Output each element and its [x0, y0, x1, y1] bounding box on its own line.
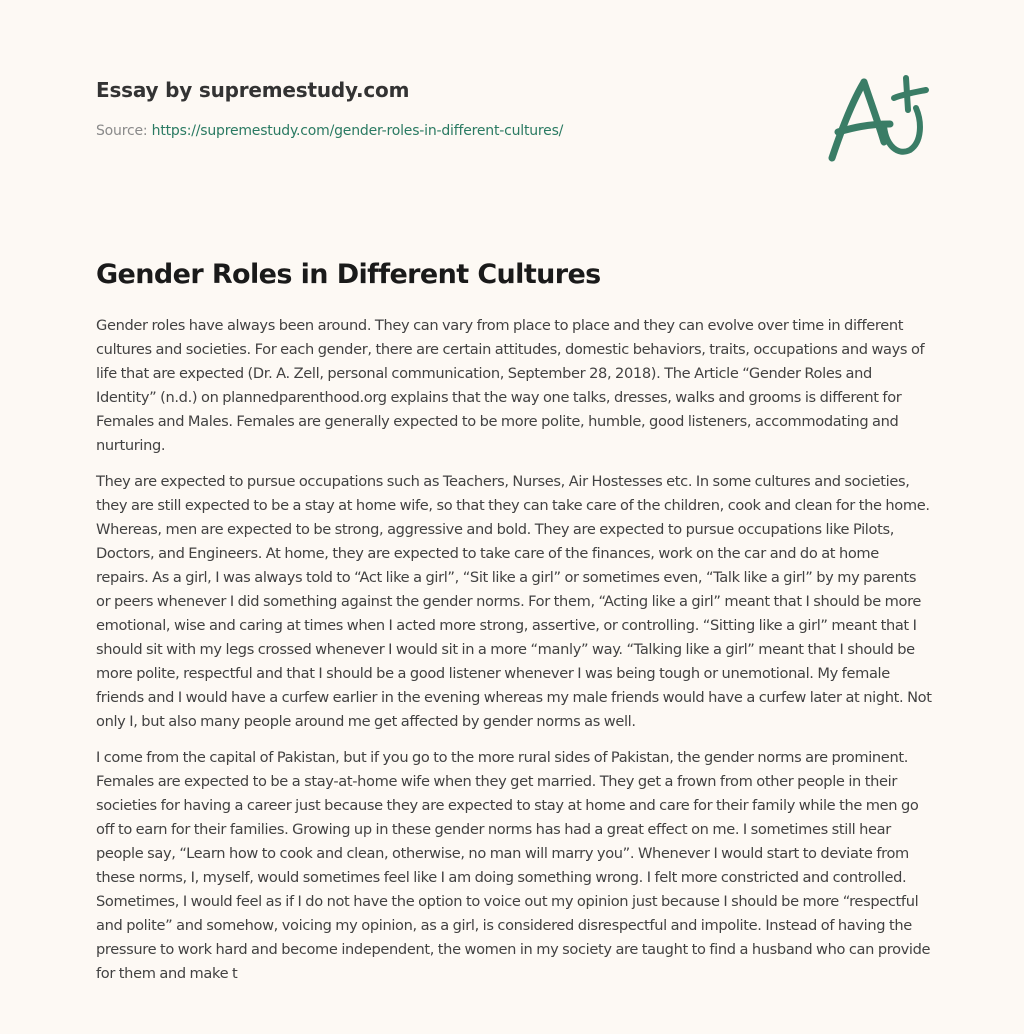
source-line	[96, 121, 796, 141]
paragraph: Gender roles have always been around. They can vary from place to place and they can evolve over time in different cultures and societies. For each gender, there are certain attitudes, domestic behaviors, traits, occupations and ways of life that are expected (Dr. A. Zell, personal communication, September 28, 2018). The Article “Gender Roles and Identity” (n.d.) on plannedparenthood.org explains that the way one talks, dresses, walks and grooms is different for Females and Males. Females are generally expected to be more polite, humble, good listeners, accommodating and nurturing.	[96, 317, 925, 454]
paragraph: They are expected to pursue occupations such as Teachers, Nurses, Air Hostesses etc. In some cultures and societies, they are still expected to be a stay at home wife, so that they can take care of the children, cook and clean for the home. Whereas, men are expected to be strong, aggressive and bold. They are expected to pursue occupations like Pilots, Doctors, and Engineers. At home, they are expected to take care of the finances, work on the car and do at home repairs. As a girl, I was always told to “Act like a girl”, “Sit like a girl” or sometimes even, “Talk like a girl” by my parents or peers whenever I did something against the gender norms. For them, “Acting like a girl” meant that I should be more emotional, wise and caring at times when I acted more strong, assertive, or controlling. “Sitting like a girl” meant that I should sit with my legs crossed whenever I would sit in a more “manly” way. “Talking like a girl” meant that I should be more polite, respectful and that I should be a good listener whenever I was being tough or unemotional. My female friends and I would have a curfew earlier in the evening whereas my male friends would have a curfew later at night. Not only I, but also many people around me get affected by gender norms as well.	[96, 473, 932, 730]
essay-header	[96, 76, 796, 141]
essay-by-heading: Essay by supremestudy.com	[96, 78, 410, 102]
article-body	[96, 314, 932, 998]
source-link[interactable]: https://supremestudy.com/gender-roles-in-different-cultures/	[151, 123, 564, 139]
paragraph: I come from the capital of Pakistan, but if you go to the more rural sides of Pakistan, the gender norms are prominent. Females are expected to be a stay-at-home wife when they get married. They get a frown from other people in their societies for having a career just because they are expected to stay at home and care for their family while the men go off to earn for their families. Growing up in these gender norms has had a great effect on me. I sometimes still hear people say, “Learn how to cook and clean, otherwise, no man will marry you”. Whenever I would start to deviate from these norms, I, myself, would sometimes feel like I am doing something wrong. I felt more constricted and controlled. Sometimes, I would feel as if I do not have the option to voice out my opinion just because I should be more “respectful and polite” and somehow, voicing my opinion, as a girl, is considered disrespectful and impolite. Instead of having the pressure to work hard and become independent, the women in my society are taught to find a husband who can provide for them and make t	[96, 749, 931, 982]
a-plus-grade-icon	[818, 66, 934, 166]
source-label: Source:	[96, 123, 152, 139]
article-title: Gender Roles in Different Cultures	[96, 259, 601, 290]
